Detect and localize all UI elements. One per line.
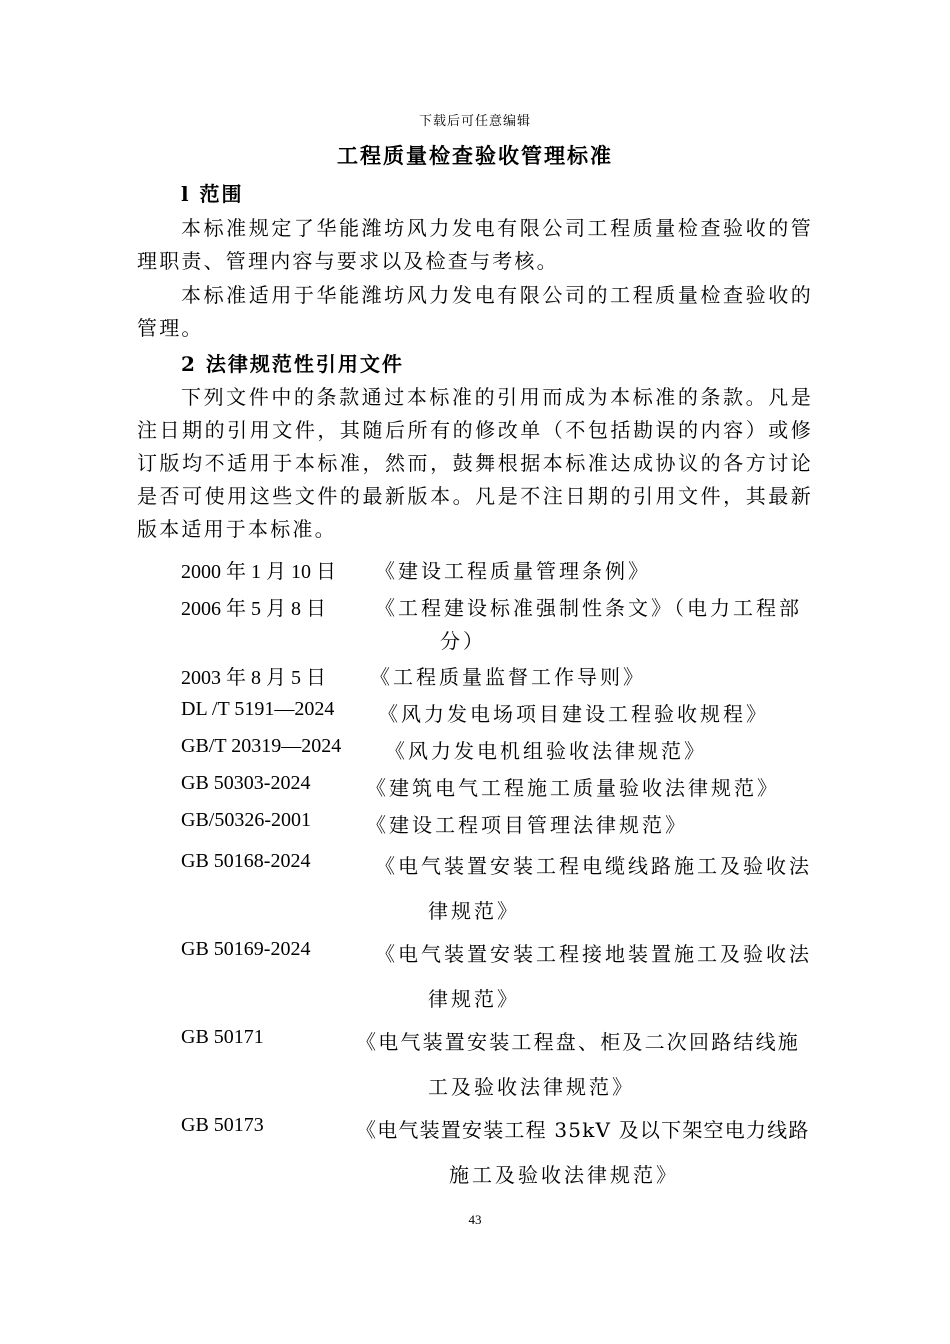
reference-title: 《工程质量监督工作导则》 [370,665,646,689]
reference-code: GB 50173 [181,1114,264,1136]
page-number: 43 [468,1212,482,1227]
section-heading-scope: l 范围 [181,182,244,206]
reference-title: 《电气装置安装工程电缆线路施工及验收法 [375,854,812,878]
reference-title: 《建设工程质量管理条例》 [375,559,651,583]
header-note: 下载后可任意编辑 [418,114,531,129]
reference-title-continuation: 工及验收法律规范》 [428,1075,635,1099]
reference-title: 《电气装置安装工程盘、柜及二次回路结线施 [356,1030,800,1054]
reference-title: 《电气装置安装工程 35kV 及以下架空电力线路 [356,1118,810,1142]
reference-title-continuation: 律规范》 [428,899,520,923]
reference-code: GB/T 20319—2024 [181,735,342,757]
reference-code: GB 50171 [181,1026,264,1048]
reference-code: 2006 年 5 月 8 日 [181,598,326,620]
reference-title: 《风力发电机组验收法律规范》 [385,739,707,763]
references-paragraph: 下列文件中的条款通过本标准的引用而成为本标准的条款。凡是注日期的引用文件，其随后所有的修改单（不包括勘误的内容）或修订版均不适用于本标准，然而，鼓舞根据本标准达成协议的各方讨论是否可使用这些文件的最新版本。凡是不注日期的引用文件，其最新版本适用于本标准。 [137,385,813,541]
scope-paragraph-1: 本标准规定了华能潍坊风力发电有限公司工程质量检查验收的管理职责、管理内容与要求以及检查与考核。 [137,216,813,273]
reference-code: 2000 年 1 月 10 日 [181,561,336,583]
reference-code: GB 50303-2024 [181,772,311,794]
scope-paragraph-2: 本标准适用于华能潍坊风力发电有限公司的工程质量检查验收的管理。 [137,283,813,340]
reference-code: GB 50169-2024 [181,938,311,960]
reference-title-continuation: 施工及验收法律规范》 [449,1163,679,1187]
reference-title: 《风力发电场项目建设工程验收规程》 [378,702,769,726]
document-title: 工程质量检查验收管理标准 [337,143,613,168]
reference-code: 2003 年 8 月 5 日 [181,667,326,689]
reference-code: GB 50168-2024 [181,850,311,872]
reference-title: 《建筑电气工程施工质量验收法律规范》 [366,776,780,800]
reference-title: 《工程建设标准强制性条文》（电力工程部 [375,596,802,620]
reference-code: DL /T 5191—2024 [181,698,335,720]
reference-title: 《电气装置安装工程接地装置施工及验收法 [375,942,812,966]
section-heading-references: 2 法律规范性引用文件 [181,352,404,376]
reference-title: 《建设工程项目管理法律规范》 [366,813,688,837]
reference-code: GB/50326-2001 [181,809,311,831]
reference-title-continuation: 分） [440,629,486,653]
reference-title-continuation: 律规范》 [428,987,520,1011]
